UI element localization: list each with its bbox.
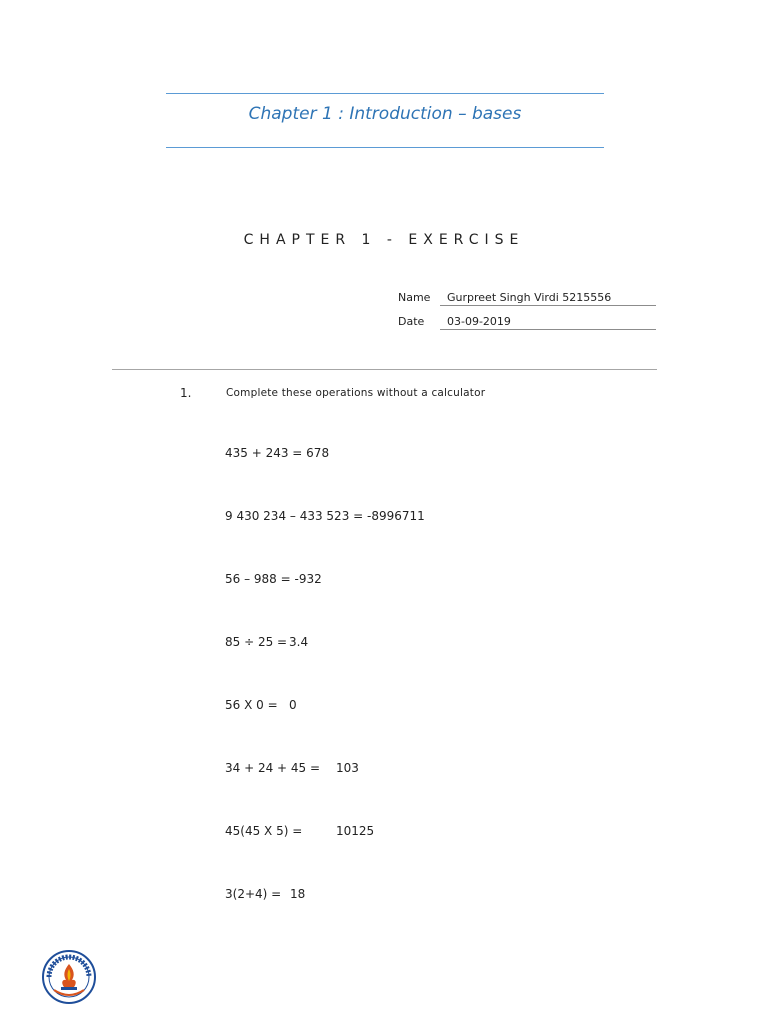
name-value: Gurpreet Singh Virdi 5215556: [447, 291, 612, 304]
question-number: 1.: [180, 386, 192, 400]
name-label: Name: [398, 291, 431, 304]
operation-line: [225, 887, 306, 901]
section-divider: [112, 369, 657, 370]
school-crest-icon: [42, 950, 96, 1004]
date-underline: [440, 329, 656, 330]
operation-line: [225, 572, 322, 586]
operation-expression: 9 430 234 – 433 523 = -8996711: [225, 509, 425, 523]
operation-expression: 3(2+4) =: [225, 887, 282, 901]
date-value: 03-09-2019: [447, 315, 511, 328]
operation-answer: 18: [290, 887, 306, 901]
operation-expression: 34 + 24 + 45 =: [225, 761, 321, 775]
date-label: Date: [398, 315, 425, 328]
operation-expression: 56 – 988 = -932: [225, 572, 322, 586]
operation-line: [225, 698, 297, 712]
exercise-title: CHAPTER 1 - EXERCISE: [243, 232, 525, 248]
question-text: Complete these operations without a calculator: [226, 387, 486, 399]
operation-expression: 45(45 X 5) =: [225, 824, 303, 838]
operation-answer: 103: [336, 761, 359, 775]
operation-answer: 3.4: [289, 635, 309, 649]
header-top-rule: [166, 93, 604, 94]
name-underline: [440, 305, 656, 306]
operation-expression: 85 ÷ 25 =: [225, 635, 288, 649]
operation-line: [225, 635, 309, 649]
operation-answer: 0: [289, 698, 297, 712]
operation-line: [225, 446, 329, 460]
operation-line: [225, 509, 425, 523]
chapter-title: Chapter 1 : Introduction – bases: [248, 104, 522, 124]
operation-line: [225, 761, 359, 775]
header-bottom-rule: [166, 147, 604, 148]
operation-line: [225, 824, 375, 838]
operation-expression: 56 X 0 =: [225, 698, 278, 712]
operation-expression: 435 + 243 = 678: [225, 446, 330, 460]
operation-answer: 10125: [336, 824, 375, 838]
